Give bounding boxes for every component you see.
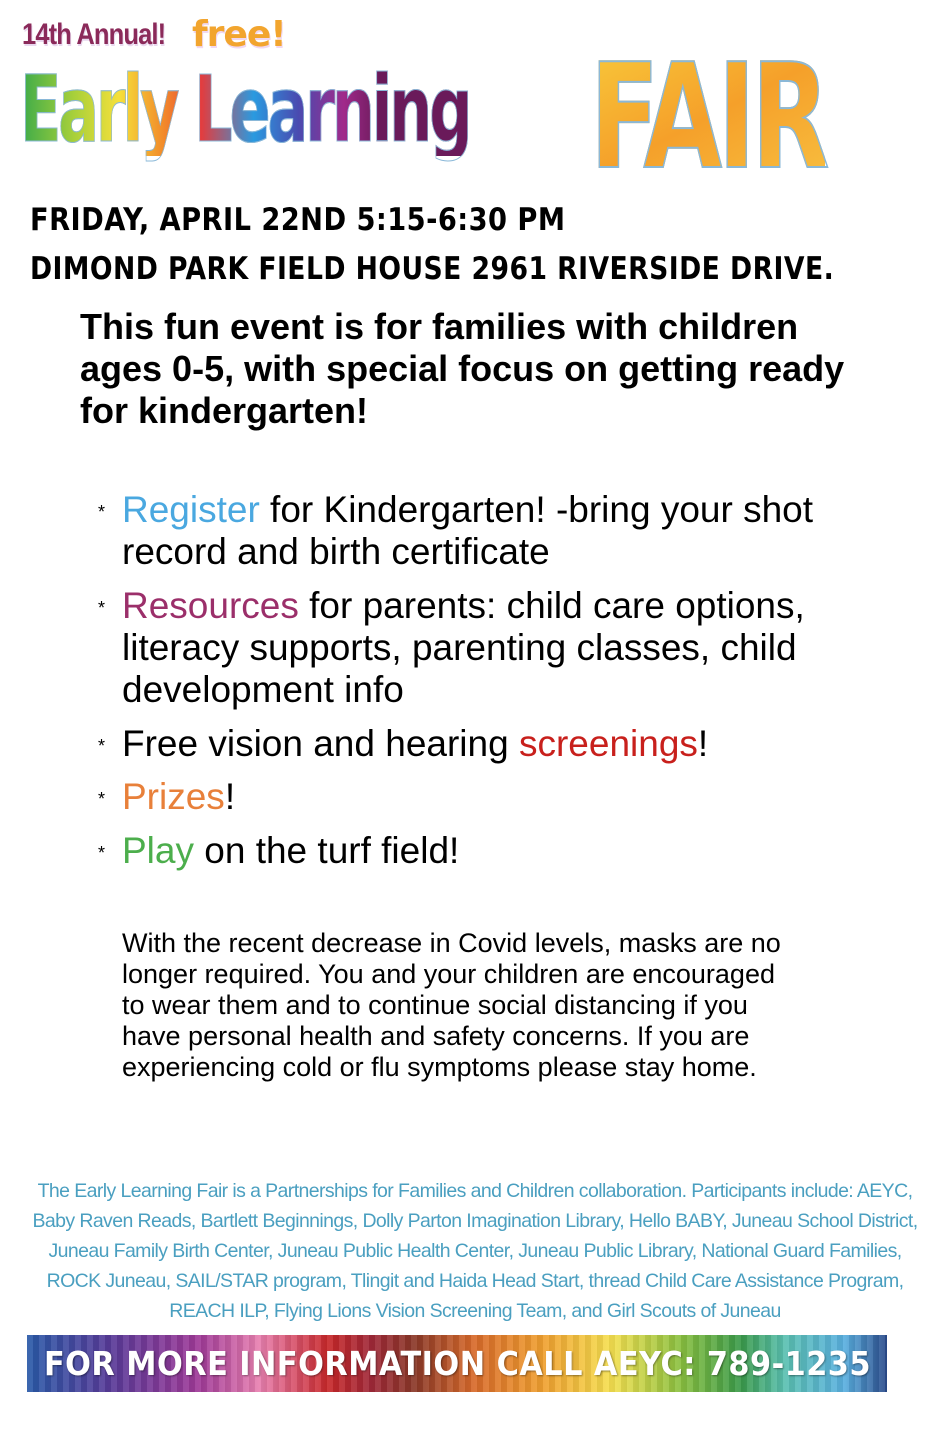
free-label: free! xyxy=(192,14,286,55)
bullet-star-icon: * xyxy=(98,598,106,618)
highlight-resources: Resources xyxy=(122,585,299,626)
highlight-screenings: screenings xyxy=(518,723,698,764)
bullet-text: ! xyxy=(224,776,236,817)
title-early-learning: Early Learning xyxy=(20,56,470,163)
list-item-prizes xyxy=(98,776,862,818)
bullet-star-icon: * xyxy=(98,736,106,756)
event-date-time: FRIDAY, APRIL 22ND 5:15-6:30 PM xyxy=(30,202,566,238)
list-item-play xyxy=(98,830,862,872)
bullet-text: on the turf field! xyxy=(193,830,460,871)
list-item-register xyxy=(98,489,862,573)
event-location: DIMOND PARK FIELD HOUSE 2961 RIVERSIDE DRIVE. xyxy=(30,251,835,287)
intro-text: This fun event is for families with children ages 0-5, with special focus on getting ready for kindergarten! xyxy=(80,306,845,431)
bullet-text: for Kindergarten! -bring your shot record and birth certificate xyxy=(122,489,814,572)
bullet-text: for parents: child care options, literacy supports, parenting classes, child development info xyxy=(122,585,805,710)
bullet-text: ! xyxy=(697,723,709,764)
list-item-screenings xyxy=(98,723,862,765)
title-fair: FAIR xyxy=(590,33,826,202)
highlight-prizes: Prizes xyxy=(122,776,225,817)
list-item-resources xyxy=(98,585,862,711)
bullet-text: Free vision and hearing xyxy=(122,723,519,764)
annual-label: 14th Annual! xyxy=(22,18,166,51)
highlight-register: Register xyxy=(122,489,260,530)
contact-banner-text: FOR MORE INFORMATION CALL AEYC: 789-1235 xyxy=(43,1344,871,1383)
covid-notice: With the recent decrease in Covid levels, masks are no longer required. You and your children are encouraged to wear them and to continue social distancing if you have personal health and safety concerns. If you are experiencing cold or flu symptoms please stay home. xyxy=(122,928,781,1082)
partners-text: The Early Learning Fair is a Partnerships for Families and Children collaboration. Participants include: AEYC, Baby Raven Reads, Bartlett Beginnings, Dolly Parton Imagination Library, Hello BABY, Juneau School District, Juneau Family Birth Center, Juneau Public Health Center, Juneau Public Library, National Guard Families, ROCK Juneau, SAIL/STAR program, Tlingit and Haida Head Start, thread Child Care Assistance Program, REACH ILP, Flying Lions Vision Screening Team, and Girl Scouts of Juneau xyxy=(32,1180,918,1322)
bullet-star-icon: * xyxy=(98,789,106,809)
bullet-star-icon: * xyxy=(98,502,106,522)
bullet-star-icon: * xyxy=(98,843,106,863)
contact-banner xyxy=(27,1335,887,1392)
highlight-play: Play xyxy=(122,830,194,871)
